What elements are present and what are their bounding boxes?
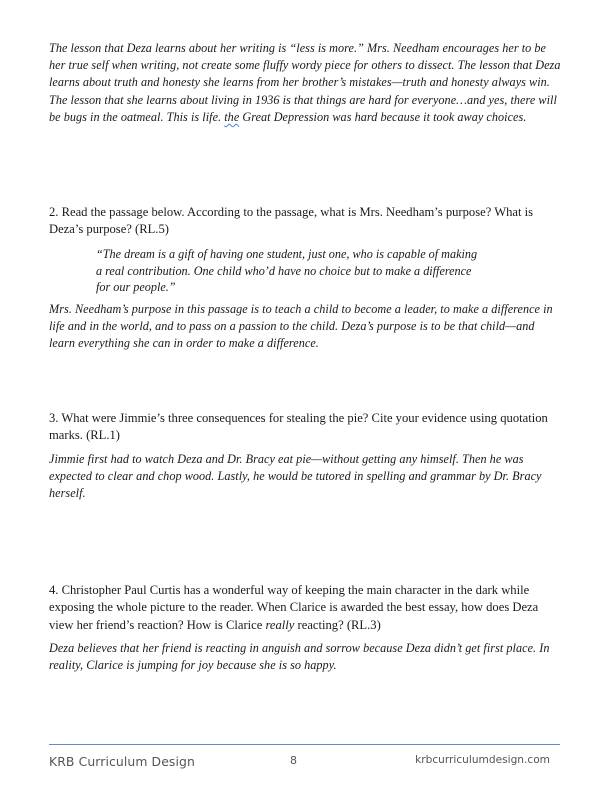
quote-line: “The dream is a gift of having one student, just one, who is capable of making: [96, 247, 478, 261]
answer-4: Deza believes that her friend is reacting in anguish and sorrow because Deza didn’t get first place. In reality, Clarice is jumping for joy because she is so happy.: [49, 641, 550, 673]
answer-1: [49, 40, 561, 126]
answer-1-text-end: Great Depression was hard because it took away choices.: [239, 109, 527, 124]
question-4-prompt-end: reacting? (RL.3): [294, 617, 381, 632]
question-2-prompt: 2. Read the passage below. According to the passage, what is Mrs. Needham’s purpose? What is Deza’s purpose? (RL.5): [49, 205, 534, 237]
quote-line: for our people.”: [96, 280, 176, 294]
quote-line: a real contribution. One child who’d have no choice but to make a difference: [96, 263, 472, 278]
answer-3: Jimmie first had to watch Deza and Dr. Bracy eat pie—without getting any himself. Then he was expected to clear and chop wood. Lastly, he would be tutored in spelling and grammar by Dr. Bracy herself.: [49, 452, 542, 501]
emphasis-really: really: [265, 617, 295, 632]
answer-2: Mrs. Needham’s purpose in this passage is to teach a child to become a leader, to make a difference in life and in the world, and to pass on a passion to the child. Deza’s purpose is to be that child—and learn everything she can in order to make a difference.: [49, 302, 553, 351]
question-4-prompt: [49, 582, 561, 634]
question-4-prompt-text: 4. Christopher Paul Curtis has a wonderful way of keeping the main character in the dark while exposing the whole picture to the reader. When Clarice is awarded the best essay, how does Deza view her friend’s reaction? How is Clarice: [49, 583, 539, 632]
grammar-flagged-word[interactable]: the: [224, 109, 240, 124]
question-3-prompt: 3. What were Jimmie’s three consequences for stealing the pie? Cite your evidence using quotation marks. (RL.1): [49, 411, 548, 443]
page-number: 8: [290, 754, 297, 767]
footer-brand: KRB Curriculum Design: [49, 754, 195, 769]
footer-website-link[interactable]: krbcurriculumdesign.com: [415, 754, 550, 766]
answer-1-text: The lesson that Deza learns about her writing is “less is more.” Mrs. Needham encourages her to be her true self when writing, not create some fluffy wordy piece for others to dissect. The lesson that Deza learns about truth and honesty she learns from her brother’s mistakes—truth and honesty always win. The lesson that she learns about living in 1936 is that things are hard for everyone…and yes, there will be bugs in the oatmeal. This is life.: [49, 41, 561, 124]
footer-divider: [49, 744, 560, 745]
question-2-quote: [96, 246, 516, 296]
